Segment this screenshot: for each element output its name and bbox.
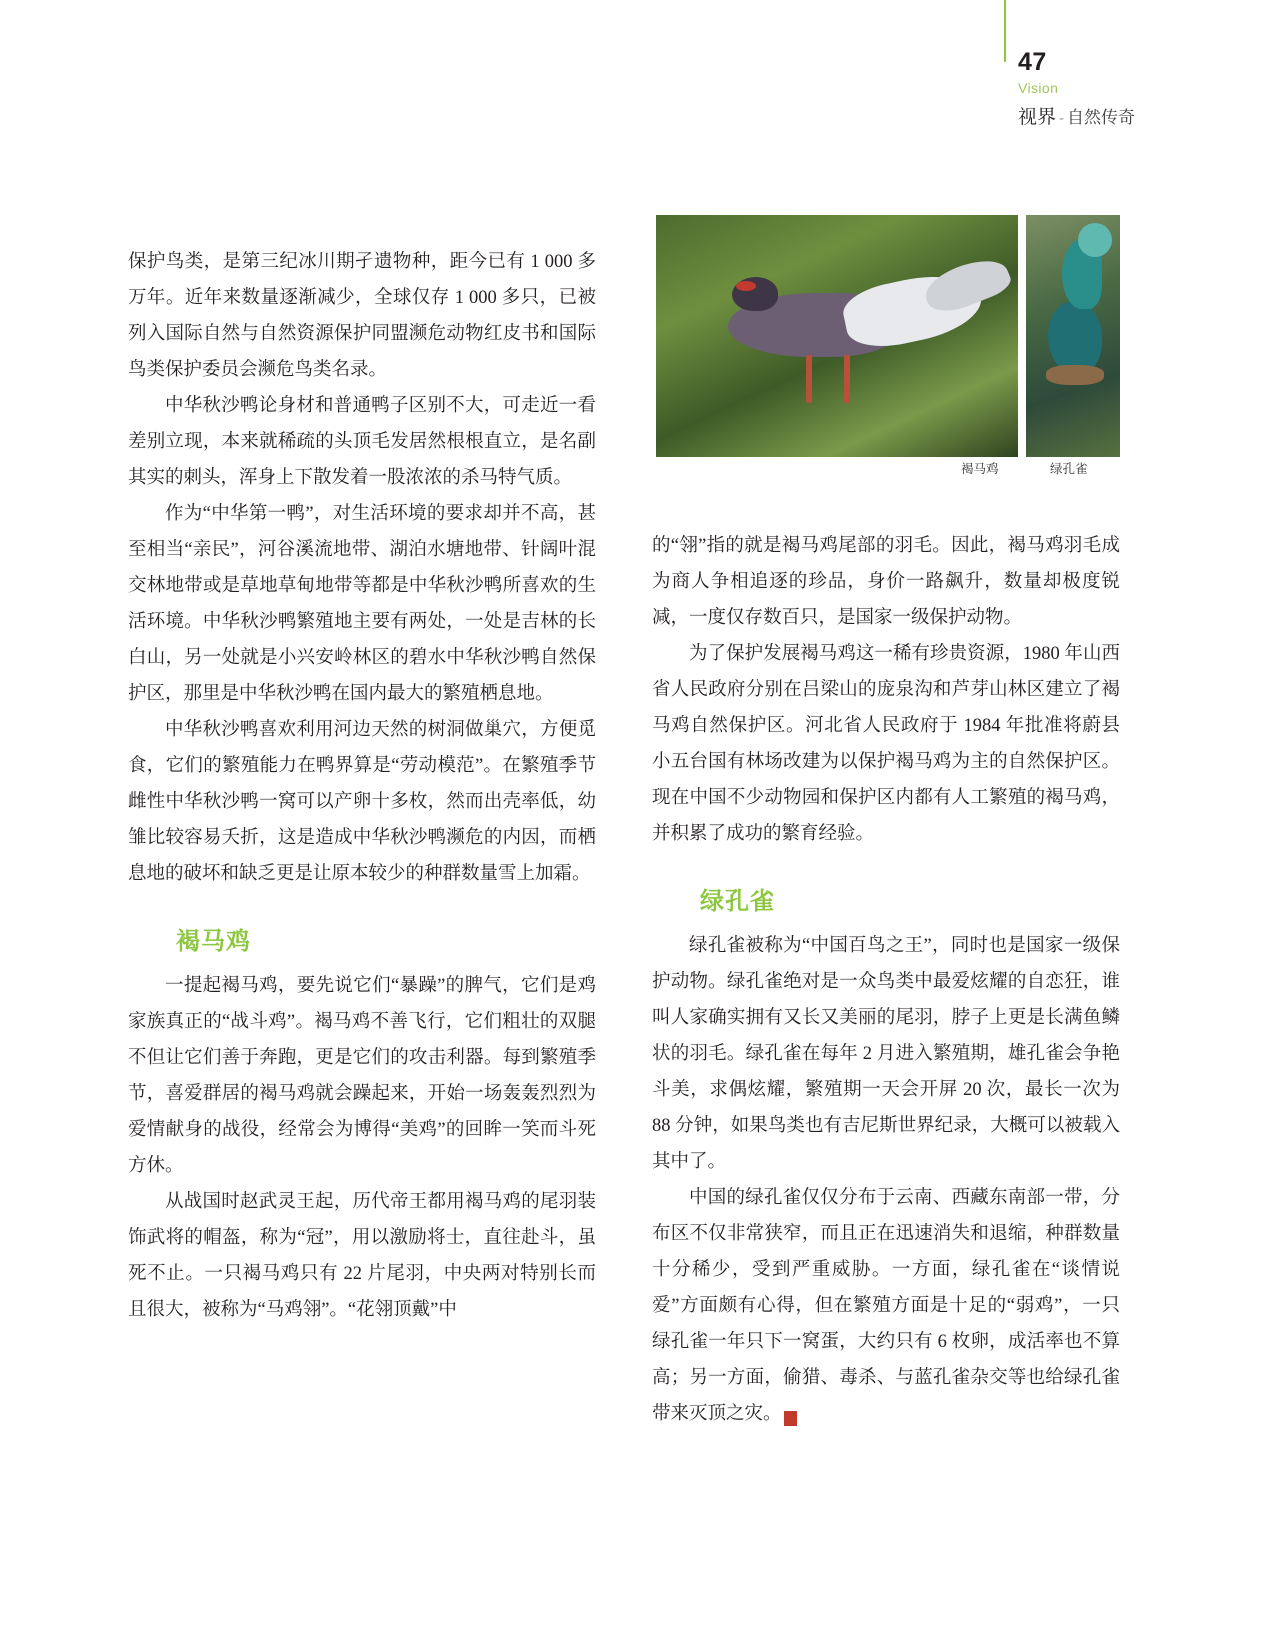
caption-green-peafowl: 绿孔雀	[1050, 462, 1088, 476]
paragraph: 中华秋沙鸭论身材和普通鸭子区别不大，可走近一看差别立现，本来就稀疏的头顶毛发居然根根直立，是名副其实的刺头，浑身上下散发着一股浓浓的杀马特气质。	[128, 396, 596, 488]
left-column	[128, 244, 596, 1328]
paragraph: 为了保护发展褐马鸡这一稀有珍贵资源，1980 年山西省人民政府分别在吕梁山的庞泉沟和芦芽山林区建立了褐马鸡自然保护区。河北省人民政府于 1984 年批准将蔚县小五台国有林场改建为以保护褐马鸡为主的自然保护区。现在中国不少动物园和保护区内都有人工繁殖的褐马鸡，并积累了成功的繁育经验。	[652, 644, 1120, 844]
section-heading-brown-eared-pheasant: 褐马鸡	[176, 928, 251, 955]
paragraph: 保护鸟类，是第三纪冰川期孑遗物种，距今已有 1 000 多万年。近年来数量逐渐减少，全球仅存 1 000 多只，已被列入国际自然与自然资源保护同盟濒危动物红皮书和国际鸟类保护委员会濒危鸟类名录。	[128, 252, 596, 380]
page-number: 47	[1018, 48, 1047, 76]
right-column	[652, 528, 1120, 1432]
paragraph: 的“翎”指的就是褐马鸡尾部的羽毛。因此，褐马鸡羽毛成为商人争相追逐的珍品，身价一路飙升，数量却极度锐减，一度仅存数百只，是国家一级保护动物。	[652, 536, 1120, 628]
paragraph	[652, 1180, 1120, 1432]
brown-eared-pheasant-photo	[656, 215, 1018, 457]
header-vision-label: Vision	[1018, 80, 1059, 96]
paragraph: 中华秋沙鸭喜欢利用河边天然的树洞做巢穴，方便觅食，它们的繁殖能力在鸭界算是“劳动模范”。在繁殖季节雌性中华秋沙鸭一窝可以产卵十多枚，然而出壳率低，幼雏比较容易夭折，这是造成中华秋沙鸭濒危的内因，而栖息地的破坏和缺乏更是让原本较少的种群数量雪上加霜。	[128, 720, 596, 884]
paragraph: 作为“中华第一鸭”，对生活环境的要求却并不高，甚至相当“亲民”，河谷溪流地带、湖泊水塘地带、针阔叶混交林地带或是草地草甸地带等都是中华秋沙鸭所喜欢的生活环境。中华秋沙鸭繁殖地主要有两处，一处是吉林的长白山，另一处就是小兴安岭林区的碧水中华秋沙鸭自然保护区，那里是中华秋沙鸭在国内最大的繁殖栖息地。	[128, 504, 596, 704]
paragraph: 一提起褐马鸡，要先说它们“暴躁”的脾气，它们是鸡家族真正的“战斗鸡”。褐马鸡不善飞行，它们粗壮的双腿不但让它们善于奔跑，更是它们的攻击利器。每到繁殖季节，喜爱群居的褐马鸡就会躁起来，开始一场轰轰烈烈为爱情献身的战役，经常会为博得“美鸡”的回眸一笑而斗死方休。	[128, 976, 596, 1176]
paragraph-text: 中国的绿孔雀仅仅分布于云南、西藏东南部一带，分布区不仅非常狭窄，而且正在迅速消失和退缩，种群数量十分稀少，受到严重威胁。一方面，绿孔雀在“谈情说爱”方面颇有心得，但在繁殖方面是十足的“弱鸡”，一只绿孔雀一年只下一窝蛋，大约只有 6 枚卵，成活率也不算高；另一方面，偷猎、毒杀、与蓝孔雀杂交等也给绿孔雀带来灭顶之灾。	[652, 1188, 1120, 1424]
header-accent-rule	[1004, 0, 1006, 62]
header-section-label	[1018, 102, 1135, 129]
header-subsection-cn: 自然传奇	[1067, 108, 1136, 127]
header-separator: -	[1059, 110, 1065, 127]
paragraph: 从战国时赵武灵王起，历代帝王都用褐马鸡的尾羽装饰武将的帽盔，称为“冠”，用以激励将士，直往赴斗，虽死不止。一只褐马鸡只有 22 片尾羽，中央两对特别长而且很大，被称为“马鸡翎”。“花翎顶戴”中	[128, 1192, 596, 1320]
green-peafowl-photo	[1026, 215, 1120, 457]
caption-brown-eared-pheasant: 褐马鸡	[961, 462, 999, 476]
section-heading-green-peafowl: 绿孔雀	[700, 888, 775, 915]
article-end-mark: S	[784, 1411, 797, 1426]
header-section-cn: 视界	[1018, 107, 1057, 128]
paragraph: 绿孔雀被称为“中国百鸟之王”，同时也是国家一级保护动物。绿孔雀绝对是一众鸟类中最爱炫耀的自恋狂，谁叫人家确实拥有又长又美丽的尾羽，脖子上更是长满鱼鳞状的羽毛。绿孔雀在每年 2 月进入繁殖期，雄孔雀会争艳斗美，求偶炫耀，繁殖期一天会开屏 20 次，最长一次为 88 分钟，如果鸟类也有吉尼斯世界纪录，大概可以被载入其中了。	[652, 936, 1120, 1172]
